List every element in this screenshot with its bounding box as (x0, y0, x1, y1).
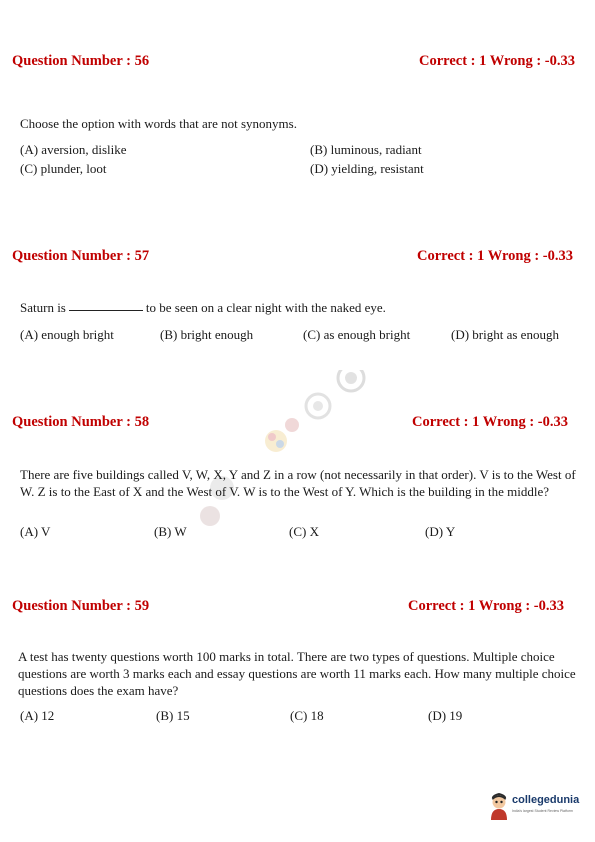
question-58-option-d: (D) Y (425, 524, 456, 539)
question-58-option-a: (A) V (20, 524, 51, 539)
question-59-marks: Correct : 1 Wrong : -0.33 (408, 598, 564, 614)
question-58-option-b: (B) W (154, 524, 187, 539)
question-56-option-d: (D) yielding, resistant (310, 161, 424, 176)
question-58-text: There are five buildings called V, W, X, Y and Z in a row (not necessarily in that order). V is to the West of W. Z is to the East of X and the West of V. W is to the West of Y. Which is the building in the middle? (20, 467, 576, 499)
question-59-option-a: (A) 12 (20, 708, 55, 723)
question-59-number: Question Number : 59 (12, 598, 150, 614)
logo-tagline: India's largest Student Review Platform (512, 809, 573, 813)
question-58-number: Question Number : 58 (12, 414, 150, 430)
question-58-marks: Correct : 1 Wrong : -0.33 (412, 414, 568, 430)
question-56-text: Choose the option with words that are not synonyms. (20, 116, 297, 131)
question-58-option-c: (C) X (289, 524, 319, 539)
question-57-text-after: to be seen on a clear night with the naked eye. (145, 300, 386, 315)
question-56-option-a: (A) aversion, dislike (20, 142, 127, 157)
question-59-option-d: (D) 19 (428, 708, 463, 723)
question-57-option-b: (B) bright enough (160, 327, 254, 342)
question-59-option-b: (B) 15 (156, 708, 190, 723)
fill-in-blank (69, 310, 143, 311)
question-57-text-before: Saturn is (20, 300, 66, 315)
mascot-icon (488, 791, 510, 821)
logo-name: collegedunia (512, 794, 580, 806)
question-56-number: Question Number : 56 (12, 53, 150, 69)
question-57-option-d: (D) bright as enough (451, 327, 559, 342)
question-59-option-c: (C) 18 (290, 708, 324, 723)
question-56-marks: Correct : 1 Wrong : -0.33 (419, 53, 575, 69)
question-57-number: Question Number : 57 (12, 248, 150, 264)
question-56-option-c: (C) plunder, loot (20, 161, 107, 176)
question-57-option-c: (C) as enough bright (303, 327, 411, 342)
question-57-marks: Correct : 1 Wrong : -0.33 (417, 248, 573, 264)
question-57-option-a: (A) enough bright (20, 327, 114, 342)
question-56-option-b: (B) luminous, radiant (310, 142, 422, 157)
question-59-text: A test has twenty questions worth 100 marks in total. There are two types of questions. Multiple choice questions are worth 3 marks each and essay questions are worth 11 marks each. How many multiple choice questions does the exam have? (18, 649, 576, 698)
question-57-text (20, 300, 386, 316)
collegedunia-logo (488, 791, 584, 825)
